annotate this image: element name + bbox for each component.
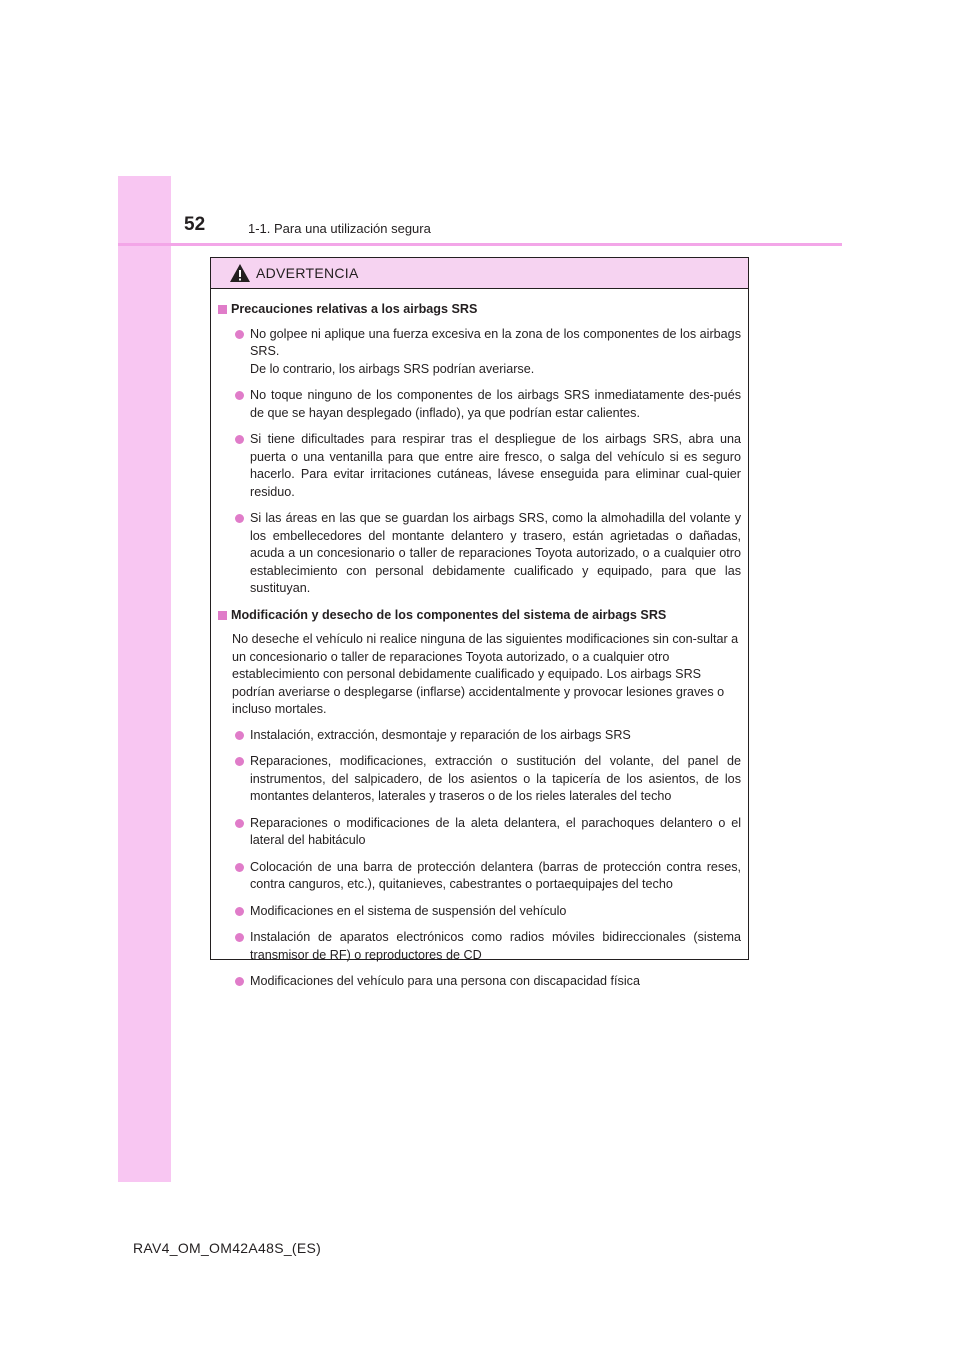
list-item xyxy=(218,387,741,422)
section-heading xyxy=(218,607,741,625)
round-bullet-icon xyxy=(235,757,244,766)
list-item xyxy=(218,431,741,501)
list-item-text: Colocación de una barra de protección delantera (barras de protección contra reses, contra canguros, etc.), quitanieves, cabestrantes o portaequipajes del techo xyxy=(250,859,741,891)
list-item xyxy=(218,753,741,806)
list-item xyxy=(218,815,741,850)
header-rule xyxy=(118,243,842,246)
document-code: RAV4_OM_OM42A48S_(ES) xyxy=(133,1240,322,1256)
list-item-text: Reparaciones o modificaciones de la aleta delantera, el parachoques delantero o el lateral del habitáculo xyxy=(250,815,741,847)
round-bullet-icon xyxy=(235,435,244,444)
list-item-text: De lo contrario, los airbags SRS podrían averiarse. xyxy=(250,361,535,376)
list-item xyxy=(218,510,741,598)
list-item-text: Si tiene dificultades para respirar tras el despliegue de los airbags SRS, abra una puerta o una ventanilla para que entre aire fresco, o salga del vehículo si es seguro hacerlo. Para evitar irritaciones cutáneas, lávese enseguida para eliminar cual-quier residuo. xyxy=(250,432,741,499)
list-item-text: Instalación de aparatos electrónicos como radios móviles bidireccionales (sistema transmisor de RF) o reproductores de CD xyxy=(250,930,741,962)
round-bullet-icon xyxy=(235,330,244,339)
side-color-band xyxy=(118,176,171,1182)
list-item-text: No golpee ni aplique una fuerza excesiva en la zona de los componentes de los airbags SRS. xyxy=(250,326,741,358)
round-bullet-icon xyxy=(235,977,244,986)
section-intro-text: No deseche el vehículo ni realice ninguna de las siguientes modificaciones sin con-sultar a un concesionario o taller de reparaciones Toyota autorizado, o a cualquier otro establecimiento con personal debidamente cualificado y equipado. Los airbags SRS podrían averiarse o desplegarse (inflarse) accidentalmente y provocar lesiones graves o incluso mortales. xyxy=(232,632,739,716)
section-heading-text: Modificación y desecho de los componentes del sistema de airbags SRS xyxy=(231,607,667,622)
list-item xyxy=(218,326,741,379)
list-item-text: Modificaciones del vehículo para una persona con discapacidad física xyxy=(250,974,640,988)
round-bullet-icon xyxy=(235,514,244,523)
section-intro xyxy=(218,631,741,719)
list-item-text: Si las áreas en las que se guardan los airbags SRS, como la almohadilla del volante y los embellecedores del montante delantero y trasero, están agrietadas o dañadas, acuda a un concesionario o taller de reparaciones Toyota autorizado, o a cualquier otro establecimiento con personal debidamente cualificado y equipado, para que las sustituyan. xyxy=(250,511,741,595)
round-bullet-icon xyxy=(235,863,244,872)
round-bullet-icon xyxy=(235,731,244,740)
warning-title: ADVERTENCIA xyxy=(256,265,359,281)
section-title: 1-1. Para una utilización segura xyxy=(248,221,431,236)
warning-body xyxy=(211,289,748,991)
warning-box xyxy=(210,257,749,988)
list-item xyxy=(218,929,741,964)
list-item xyxy=(218,859,741,894)
round-bullet-icon xyxy=(235,907,244,916)
round-bullet-icon xyxy=(235,391,244,400)
round-bullet-icon xyxy=(235,933,244,942)
list-item xyxy=(218,903,741,921)
warning-header xyxy=(211,258,748,289)
section-heading-text: Precauciones relativas a los airbags SRS xyxy=(231,302,478,316)
section-heading xyxy=(218,301,741,319)
page-number: 52 xyxy=(184,214,206,235)
list-item-text: Instalación, extracción, desmontaje y reparación de los airbags SRS xyxy=(250,727,631,742)
square-bullet-icon xyxy=(218,305,227,314)
warning-triangle-icon xyxy=(229,263,251,283)
list-item xyxy=(218,727,741,745)
list-item-text: No toque ninguno de los componentes de los airbags SRS inmediatamente des-pués de que se hayan desplegado (inflado), ya que podrían estar calientes. xyxy=(250,388,741,420)
list-item-text: Reparaciones, modificaciones, extracción o sustitución del volante, del panel de instrumentos, del salpicadero, de los asientos o la tapicería de los asientos, de los montantes delanteros, laterales y traseros o de los rieles laterales del techo xyxy=(250,754,741,803)
list-item-text: Modificaciones en el sistema de suspensión del vehículo xyxy=(250,903,567,918)
round-bullet-icon xyxy=(235,819,244,828)
list-item xyxy=(218,973,741,991)
square-bullet-icon xyxy=(218,611,227,620)
